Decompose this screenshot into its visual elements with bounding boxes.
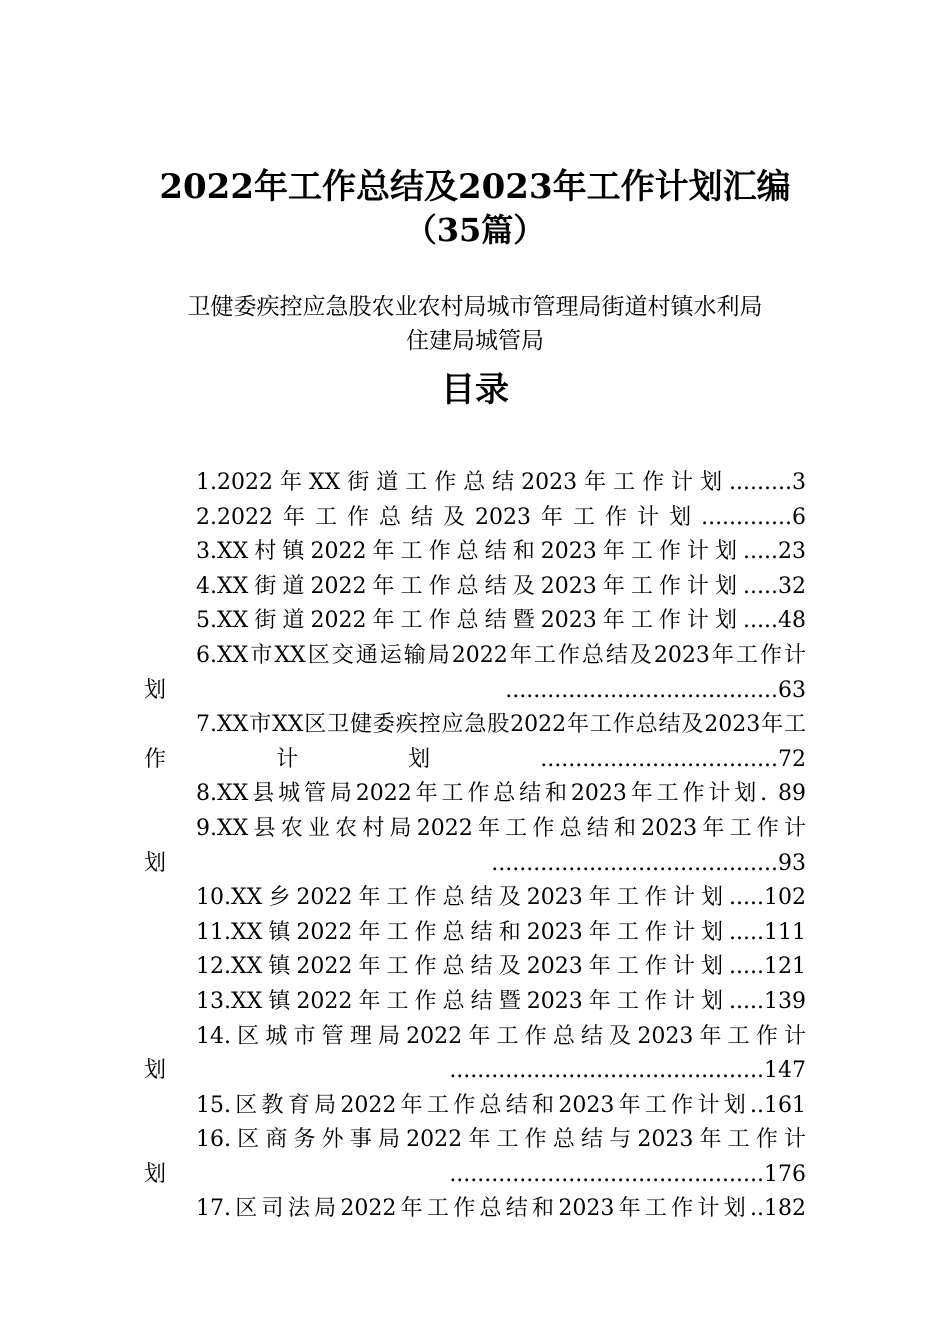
units-line-1: 卫健委疾控应急股农业农村局城市管理局街道村镇水利局 (187, 294, 763, 320)
document-subtitle: （35篇） (404, 211, 546, 249)
toc-heading: 目录 (441, 370, 509, 410)
toc-item[interactable]: 15.区教育局2022年工作总结和2023年工作计划..161 (196, 1092, 806, 1118)
document-title: 2022年工作总结及2023年工作计划汇编 (159, 167, 791, 207)
table-of-contents (144, 466, 806, 1227)
toc-item[interactable]: 2.2022年工作总结及2023年工作计划.............6 (196, 504, 806, 530)
toc-item[interactable]: 5.XX街道2022年工作总结暨2023年工作计划.....48 (196, 608, 806, 634)
units-line-2: 住建局城管局 (406, 328, 544, 354)
toc-item[interactable]: 1.2022年XX街道工作总结2023年工作计划.........3 (196, 470, 806, 495)
toc-item[interactable]: 6.XX市XX区交通运输局2022年工作总结及2023年工作计划.......................................63 (144, 642, 806, 703)
toc-item[interactable]: 10.XX乡2022年工作总结及2023年工作计划.....102 (196, 885, 806, 911)
toc-item[interactable]: 17.区司法局2022年工作总结和2023年工作计划..182 (196, 1196, 806, 1222)
toc-item[interactable]: 11.XX镇2022年工作总结和2023年工作计划.....111 (196, 919, 806, 945)
toc-item[interactable]: 9.XX县农业农村局2022年工作总结和2023年工作计划.........................................93 (144, 815, 806, 876)
units-list (120, 290, 830, 358)
toc-item[interactable]: 16.区商务外事局2022年工作总结与2023年工作计划.............................................176 (144, 1127, 806, 1187)
toc-item[interactable]: 4.XX街道2022年工作总结及2023年工作计划.....32 (196, 573, 806, 599)
toc-item[interactable]: 13.XX镇2022年工作总结暨2023年工作计划.....139 (196, 988, 806, 1014)
toc-item[interactable]: 8.XX县城管局2022年工作总结和2023年工作计划. 89 (196, 781, 806, 807)
toc-item[interactable]: 14.区城市管理局2022年工作总结及2023年工作计划.............................................147 (144, 1023, 806, 1084)
toc-item[interactable]: 3.XX村镇2022年工作总结和2023年工作计划.....23 (196, 539, 806, 565)
toc-item[interactable]: 7.XX市XX区卫健委疾控应急股2022年工作总结及2023年工作计划..................................72 (144, 712, 806, 772)
toc-item[interactable]: 12.XX镇2022年工作总结及2023年工作计划.....121 (196, 954, 806, 980)
